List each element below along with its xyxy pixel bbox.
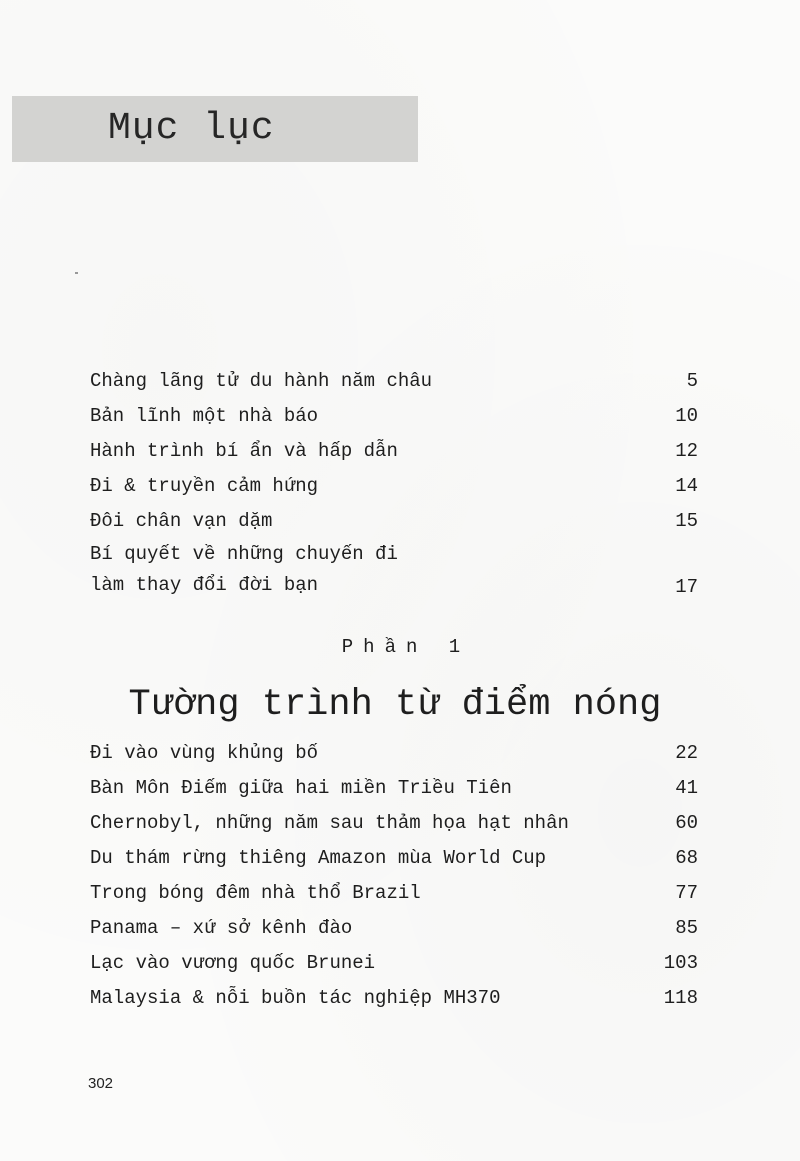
- toc-entry-page: 103: [663, 952, 698, 974]
- toc-entry-title: Bàn Môn Điếm giữa hai miền Triều Tiên: [90, 777, 512, 799]
- toc-entry-title: Đi & truyền cảm hứng: [90, 475, 319, 497]
- part-title: Tường trình từ điểm nóng: [128, 684, 662, 726]
- toc-entry-page: 12: [675, 440, 698, 462]
- part-label: Phần 1: [341, 636, 471, 658]
- toc-entry-title: Đôi chân vạn dặm: [90, 510, 273, 532]
- toc-entry-title: Đi vào vùng khủng bố: [90, 742, 319, 764]
- toc-entry-page: 14: [675, 475, 698, 497]
- page-number: 302: [88, 1075, 114, 1092]
- toc-entry-page: 85: [675, 917, 698, 939]
- toc-entry-title: Lạc vào vương quốc Brunei: [90, 952, 376, 974]
- page-title: Mục lục: [108, 107, 275, 150]
- toc-entry-title: Chernobyl, những năm sau thảm họa hạt nhân: [90, 812, 569, 834]
- toc-entry-page: 15: [675, 510, 698, 532]
- toc-entry-title: Bí quyết về những chuyến đi làm thay đổi đời bạn: [90, 543, 398, 596]
- toc-entry[interactable]: [90, 911, 698, 946]
- toc-entry[interactable]: [90, 469, 698, 504]
- toc-entry[interactable]: [90, 434, 698, 469]
- toc-entry[interactable]: [90, 736, 698, 771]
- toc-entry[interactable]: [90, 806, 698, 841]
- toc-entry-title: Du thám rừng thiêng Amazon mùa World Cup: [90, 847, 547, 869]
- toc-entry[interactable]: [90, 539, 698, 605]
- toc-entry-title: Bản lĩnh một nhà báo: [90, 405, 319, 427]
- title-banner: [12, 96, 418, 162]
- toc-entry-page: 22: [675, 742, 698, 764]
- toc-entry-page: 17: [675, 576, 698, 598]
- toc-front-matter: [90, 364, 698, 605]
- toc-entry-page: 118: [663, 987, 698, 1009]
- toc-entry[interactable]: [90, 876, 698, 911]
- toc-entry[interactable]: [90, 504, 698, 539]
- toc-entry-page: 68: [675, 847, 698, 869]
- toc-entry[interactable]: [90, 399, 698, 434]
- toc-entry[interactable]: [90, 771, 698, 806]
- toc-entry-page: 41: [675, 777, 698, 799]
- toc-entry[interactable]: [90, 841, 698, 876]
- toc-entry-title: Panama – xứ sở kênh đào: [90, 917, 353, 939]
- ink-speck: [75, 272, 78, 274]
- toc-entry-page: 10: [675, 405, 698, 427]
- toc-entry-page: 5: [686, 370, 698, 392]
- toc-entry[interactable]: [90, 364, 698, 399]
- toc-entry[interactable]: [90, 981, 698, 1016]
- toc-entry-title: Malaysia & nỗi buồn tác nghiệp MH370: [90, 987, 501, 1009]
- toc-entry-title: Chàng lãng tử du hành năm châu: [90, 370, 433, 392]
- toc-entry-title: Hành trình bí ẩn và hấp dẫn: [90, 440, 398, 462]
- toc-entry[interactable]: [90, 946, 698, 981]
- toc-part-1: [90, 736, 698, 1016]
- toc-entry-title: Trong bóng đêm nhà thổ Brazil: [90, 882, 421, 904]
- toc-entry-page: 60: [675, 812, 698, 834]
- toc-entry-page: 77: [675, 882, 698, 904]
